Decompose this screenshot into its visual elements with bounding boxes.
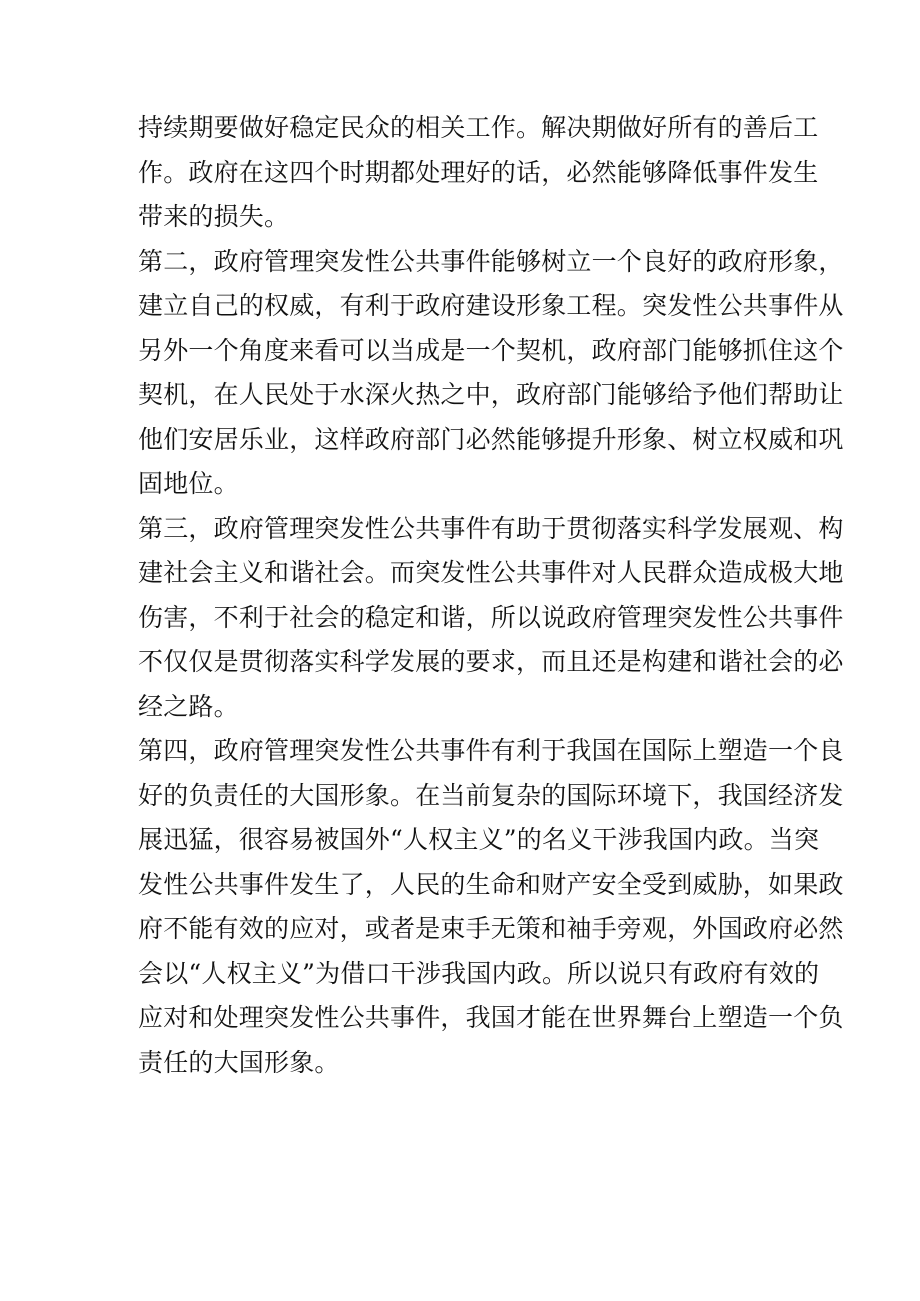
text-line: 作。政府在这四个时期都处理好的话，必然能够降低事件发生 [138, 157, 819, 187]
text-line: 会以“人权主义”为借口干涉我国内政。所以说只有政府有效的 [138, 958, 820, 988]
text-line: 不仅仅是贯彻落实科学发展的要求，而且还是构建和谐社会的必 [138, 647, 844, 676]
text-line: 另外一个角度来看可以当成是一个契机，政府部门能够抓住这个 [138, 335, 844, 365]
text-line: 第三，政府管理突发性公共事件有助于贯彻落实科学发展观、构 [138, 513, 844, 543]
text-line: 契机，在人民处于水深火热之中，政府部门能够给予他们帮助让 [138, 380, 844, 409]
text-line: 府不能有效的应对，或者是束手无策和袖手旁观，外国政府必然 [138, 914, 844, 943]
text-line: 展迅猛，很容易被国外“人权主义”的名义干涉我国内政。当突 [138, 825, 820, 854]
text-line: 伤害，不利于社会的稳定和谐，所以说政府管理突发性公共事件 [138, 602, 844, 632]
text-line: 建社会主义和谐社会。而突发性公共事件对人民群众造成极大地 [138, 558, 844, 587]
text-line: 发性公共事件发生了，人民的生命和财产安全受到威胁，如果政 [138, 869, 844, 899]
text-line: 带来的损失。 [138, 202, 290, 231]
text-line: 责任的大国形象。 [138, 1047, 340, 1077]
text-line: 持续期要做好稳定民众的相关工作。解决期做好所有的善后工 [138, 113, 819, 142]
text-line: 固地位。 [138, 469, 239, 498]
text-line: 第四，政府管理突发性公共事件有利于我国在国际上塑造一个良 [138, 736, 844, 765]
text-line: 建立自己的权威，有利于政府建设形象工程。突发性公共事件从 [138, 291, 844, 320]
text-line: 他们安居乐业，这样政府部门必然能够提升形象、树立权威和巩 [138, 424, 844, 454]
text-line: 好的负责任的大国形象。在当前复杂的国际环境下，我国经济发 [138, 780, 844, 810]
text-line: 第二，政府管理突发性公共事件能够树立一个良好的政府形象， [138, 246, 844, 276]
text-line: 应对和处理突发性公共事件，我国才能在世界舞台上塑造一个负 [138, 1003, 844, 1032]
document-body [138, 106, 844, 1085]
text-line: 经之路。 [138, 691, 239, 721]
